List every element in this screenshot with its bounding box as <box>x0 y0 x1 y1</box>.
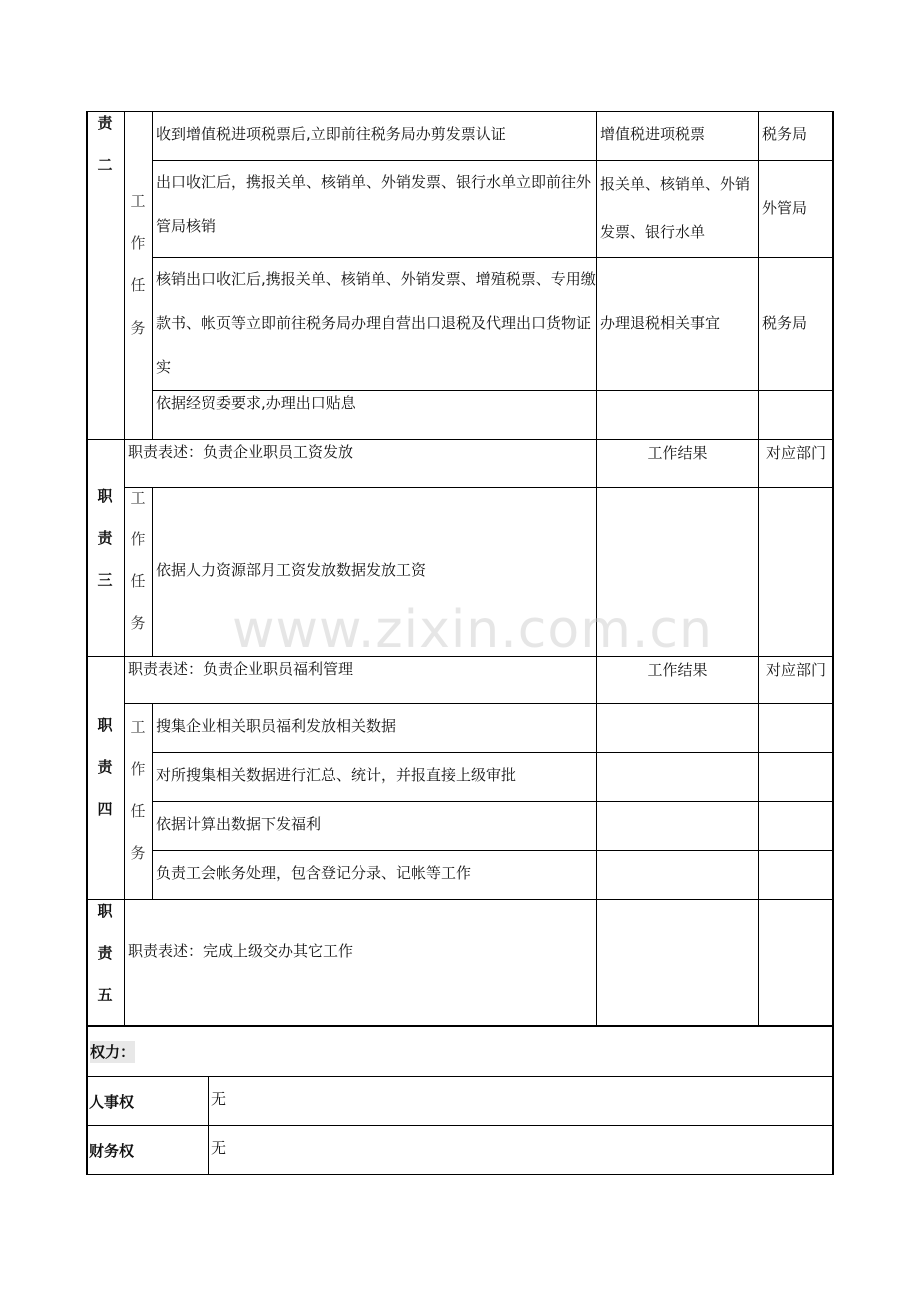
side-char: 责 <box>97 114 113 132</box>
task-cell: 收到增值税进项税票后,立即前往税务局办剪发票认证 <box>156 125 506 143</box>
rule <box>124 703 833 704</box>
side-char: 职 <box>97 487 113 505</box>
rule <box>152 752 833 753</box>
col-dept <box>758 111 759 1026</box>
task-label-char: 工 <box>130 718 146 736</box>
rule <box>86 899 833 900</box>
task-label-char: 任 <box>130 276 146 294</box>
col-tasklabel <box>152 111 153 439</box>
task-cell: 搜集企业相关职员福利发放相关数据 <box>156 717 397 735</box>
power-value-personnel: 无 <box>211 1090 227 1108</box>
task-cell: 依据经贸委要求,办理出口贴息 <box>156 394 356 412</box>
result-cell: 报关单、核销单、外销发票、银行水单 <box>600 175 751 241</box>
result-cell: 增值税进项税票 <box>600 125 706 143</box>
resp4-description: 职责表述：负责企业职员福利管理 <box>128 660 354 678</box>
task-label-char: 务 <box>130 614 146 632</box>
side-char: 职 <box>97 716 113 734</box>
result-header: 工作结果 <box>647 444 708 462</box>
side-char: 责 <box>97 758 113 776</box>
watermark-text: www.zixin.com.cn <box>232 600 713 660</box>
task-cell: 依据人力资源部月工资发放数据发放工资 <box>156 561 427 579</box>
col-power <box>208 1076 209 1175</box>
border-right <box>832 111 834 1175</box>
task-cell: 对所搜集相关数据进行汇总、统计，并报直接上级审批 <box>156 766 517 784</box>
col-tasklabel <box>152 703 153 899</box>
task-cell: 依据计算出数据下发福利 <box>156 815 322 833</box>
task-label-char: 工 <box>130 192 146 210</box>
side-char: 五 <box>97 986 113 1004</box>
dept-cell: 税务局 <box>762 125 808 143</box>
rule <box>152 850 833 851</box>
dept-header: 对应部门 <box>765 444 826 462</box>
power-label-personnel: 人事权 <box>89 1093 135 1111</box>
rule-top <box>86 111 834 112</box>
rule <box>124 487 833 488</box>
side-char: 二 <box>97 156 113 174</box>
side-char: 三 <box>97 571 113 589</box>
side-char: 职 <box>97 902 113 920</box>
rule <box>152 801 833 802</box>
task-label-char: 任 <box>130 572 146 590</box>
side-char: 责 <box>97 944 113 962</box>
task-label-char: 任 <box>130 802 146 820</box>
task-label-char: 作 <box>130 760 146 778</box>
resp5-description: 职责表述：完成上级交办其它工作 <box>128 942 354 960</box>
power-label-finance: 财务权 <box>89 1142 135 1160</box>
col-result <box>596 111 597 1026</box>
dept-cell: 外管局 <box>762 199 808 217</box>
dept-cell: 税务局 <box>762 314 808 332</box>
side-char: 四 <box>97 800 113 818</box>
task-cell: 负责工会帐务处理，包含登记分录、记帐等工作 <box>156 864 472 882</box>
task-cell: 出口收汇后，携报关单、核销单、外销发票、银行水单立即前往外管局核销 <box>156 173 592 235</box>
task-label-char: 作 <box>130 530 146 548</box>
task-label-char: 工 <box>130 489 146 507</box>
task-label-char: 务 <box>130 319 146 337</box>
power-value-finance: 无 <box>211 1139 227 1157</box>
task-label-char: 作 <box>130 234 146 252</box>
power-header-label: 权力： <box>90 1043 136 1061</box>
power-header <box>88 1027 388 1077</box>
side-char: 责 <box>97 529 113 547</box>
task-label-char: 务 <box>130 844 146 862</box>
result-cell: 办理退税相关事宜 <box>600 314 721 332</box>
col-tasklabel <box>152 487 153 656</box>
dept-header: 对应部门 <box>765 661 826 679</box>
resp3-description: 职责表述：负责企业职员工资发放 <box>128 443 354 461</box>
result-header: 工作结果 <box>647 661 708 679</box>
task-cell: 核销出口收汇后,携报关单、核销单、外销发票、增殖税票、专用缴款书、帐页等立即前往税务局办理自营出口退税及代理出口货物证实 <box>156 270 596 376</box>
